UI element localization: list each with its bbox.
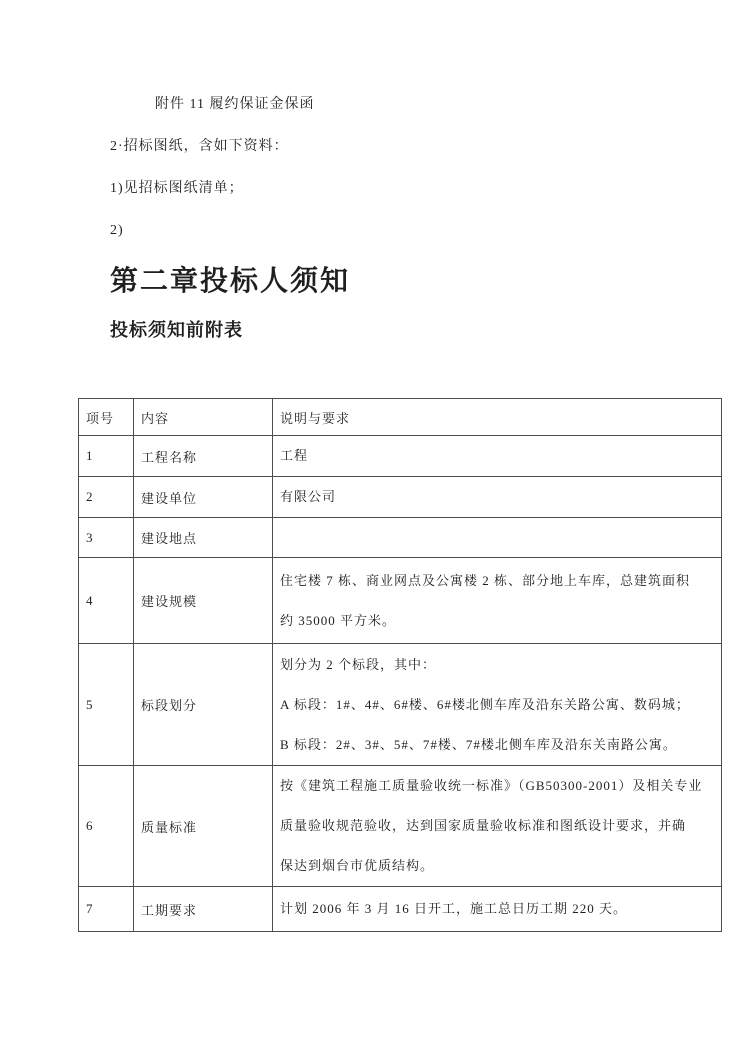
content-cell: 质量标准 [134,766,273,887]
table-row [79,644,722,766]
attachment-line: 附件 11 履约保证金保函 [155,97,315,112]
chapter-title: 第二章投标人须知 [110,266,351,297]
description-line: A 标段：1#、4#、6#楼、6#楼北侧车库及沿东关路公寓、数码城； [280,696,690,712]
table-header [79,399,722,436]
content-cell: 工程名称 [134,436,273,477]
drawing-sub-item-1: 1)见招标图纸清单； [110,181,244,196]
intro-section [110,0,744,252]
table-header-row [79,399,722,436]
table-row [79,436,722,477]
content-cell: 标段划分 [134,644,273,766]
item-no-cell: 3 [79,518,134,558]
table-row [79,887,722,932]
header-content: 内容 [134,399,273,436]
description-line: 住宅楼 7 栋、商业网点及公寓楼 2 栋、部分地上车库，总建筑面积 [280,572,691,588]
description-cell [273,644,722,766]
item-no-cell: 5 [79,644,134,766]
description-line: 质量验收规范验收，达到国家质量验收标准和图纸设计要求，并确 [280,818,687,833]
table-row [79,518,722,558]
content-cell: 建设单位 [134,477,273,518]
drawing-sub-item-2: 2) [110,223,124,238]
description-line: 保达到烟台市优质结构。 [280,858,435,873]
drawing-list-line: 2·招标图纸，含如下资料： [110,139,289,154]
description-cell [273,436,722,477]
content-cell: 工期要求 [134,887,273,932]
header-description: 说明与要求 [273,399,722,436]
item-no-cell: 2 [79,477,134,518]
description-cell [273,887,722,932]
item-no-cell: 7 [79,887,134,932]
table-row [79,766,722,887]
description-cell [273,477,722,518]
description-cell [273,558,722,644]
description-line: 有限公司 [280,489,337,504]
item-no-cell: 6 [79,766,134,887]
bid-front-table [78,398,722,932]
description-line: 约 35000 平方米。 [280,612,397,628]
item-no-cell: 4 [79,558,134,644]
description-line: 工程 [280,448,309,463]
table-row [79,558,722,644]
content-cell: 建设规模 [134,558,273,644]
description-line: B 标段：2#、3#、5#、7#楼、7#楼北侧车库及沿东关南路公寓。 [280,736,677,752]
header-item-no: 项号 [79,399,134,436]
content-cell: 建设地点 [134,518,273,558]
table-row [79,477,722,518]
description-cell [273,518,722,558]
section-title: 投标须知前附表 [110,320,243,340]
description-line: 划分为 2 个标段，其中： [280,656,437,672]
front-table-body [79,436,722,932]
description-line: 按《建筑工程施工质量验收统一标准》（GB50300-2001）及相关专业 [280,778,703,793]
description-cell [273,766,722,887]
item-no-cell: 1 [79,436,134,477]
description-line: 计划 2006 年 3 月 16 日开工，施工总日历工期 220 天。 [280,901,628,916]
